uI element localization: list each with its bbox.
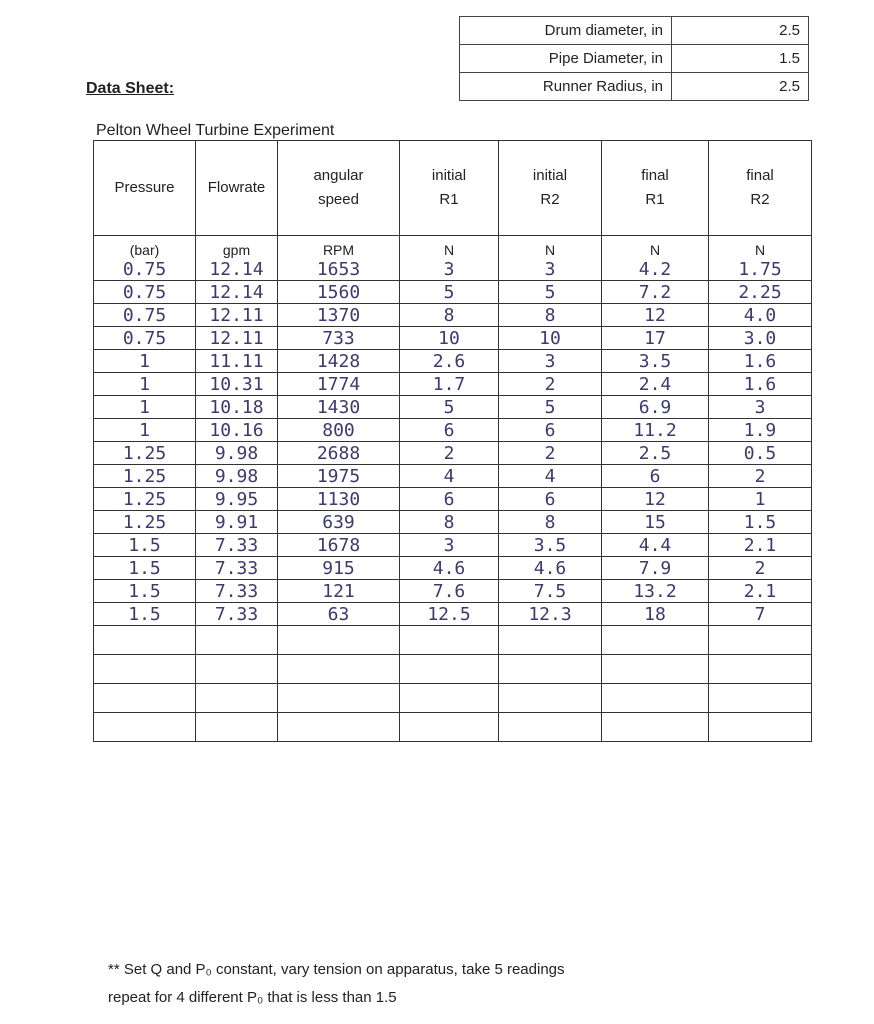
table-cell: 2.25	[709, 281, 812, 304]
table-cell: 4	[499, 465, 602, 488]
column-header-line: final	[746, 167, 774, 184]
data-table-body	[94, 141, 812, 742]
table-cell: 18	[602, 603, 709, 626]
table-cell: 7.2	[602, 281, 709, 304]
column-unit: (bar)	[94, 236, 196, 259]
table-cell: 1430	[278, 396, 400, 419]
table-cell: 10.31	[196, 373, 278, 396]
blank-row	[94, 684, 812, 713]
table-cell: 10.16	[196, 419, 278, 442]
table-cell: 2.1	[709, 580, 812, 603]
blank-cell	[602, 684, 709, 713]
table-cell: 9.91	[196, 511, 278, 534]
table-cell: 4.0	[709, 304, 812, 327]
table-cell: 1	[94, 373, 196, 396]
table-cell: 1.5	[94, 603, 196, 626]
column-unit: N	[400, 236, 499, 259]
table-cell: 7.5	[499, 580, 602, 603]
table-cell: 1130	[278, 488, 400, 511]
table-cell: 0.75	[94, 258, 196, 281]
column-header-line: initial	[431, 167, 467, 184]
table-cell: 3	[400, 258, 499, 281]
parameter-label: Drum diameter, in	[460, 17, 672, 45]
table-cell: 8	[400, 304, 499, 327]
table-cell: 1678	[278, 534, 400, 557]
parameter-row	[460, 73, 809, 101]
table-cell: 7.9	[602, 557, 709, 580]
blank-cell	[196, 684, 278, 713]
header-row	[94, 141, 812, 236]
blank-cell	[278, 684, 400, 713]
table-cell: 1.6	[709, 373, 812, 396]
blank-cell	[196, 655, 278, 684]
blank-cell	[499, 684, 602, 713]
table-cell: 6.9	[602, 396, 709, 419]
table-cell: 1.25	[94, 488, 196, 511]
table-cell: 6	[499, 419, 602, 442]
table-cell: 2	[709, 465, 812, 488]
table-cell: 1.6	[709, 350, 812, 373]
column-header	[196, 141, 278, 236]
blank-cell	[602, 655, 709, 684]
table-cell: 0.75	[94, 304, 196, 327]
column-header-line: R2	[540, 191, 560, 208]
column-header-line: speed	[318, 191, 359, 208]
blank-cell	[94, 655, 196, 684]
blank-row	[94, 626, 812, 655]
blank-row	[94, 713, 812, 742]
table-row	[94, 465, 812, 488]
column-header-line: Flowrate	[207, 179, 266, 196]
table-row	[94, 534, 812, 557]
units-row	[94, 236, 812, 259]
blank-cell	[196, 713, 278, 742]
table-cell: 3.0	[709, 327, 812, 350]
column-unit: N	[602, 236, 709, 259]
blank-cell	[94, 713, 196, 742]
table-row	[94, 350, 812, 373]
table-cell: 1.5	[94, 557, 196, 580]
table-cell: 6	[400, 419, 499, 442]
column-unit: N	[499, 236, 602, 259]
table-cell: 7.33	[196, 580, 278, 603]
column-header	[499, 141, 602, 236]
table-cell: 3	[499, 258, 602, 281]
table-row	[94, 442, 812, 465]
table-cell: 1.7	[400, 373, 499, 396]
column-header-line: initial	[532, 167, 568, 184]
parameter-value: 2.5	[672, 17, 809, 45]
table-row	[94, 281, 812, 304]
table-cell: 9.98	[196, 465, 278, 488]
table-cell: 10	[499, 327, 602, 350]
table-cell: 1370	[278, 304, 400, 327]
table-row	[94, 396, 812, 419]
table-cell: 2	[499, 442, 602, 465]
column-header	[709, 141, 812, 236]
table-row	[94, 304, 812, 327]
column-header-line: angular	[313, 167, 364, 184]
table-cell: 1.25	[94, 465, 196, 488]
table-cell: 4.2	[602, 258, 709, 281]
table-row	[94, 603, 812, 626]
table-cell: 2.1	[709, 534, 812, 557]
table-cell: 2	[709, 557, 812, 580]
table-cell: 2	[499, 373, 602, 396]
parameter-value: 1.5	[672, 45, 809, 73]
blank-cell	[278, 713, 400, 742]
table-row	[94, 327, 812, 350]
table-cell: 12.14	[196, 258, 278, 281]
table-cell: 12.3	[499, 603, 602, 626]
table-cell: 3.5	[602, 350, 709, 373]
blank-cell	[709, 684, 812, 713]
column-header	[602, 141, 709, 236]
table-cell: 0.75	[94, 281, 196, 304]
blank-cell	[709, 713, 812, 742]
parameter-label: Pipe Diameter, in	[460, 45, 672, 73]
blank-cell	[278, 655, 400, 684]
blank-cell	[400, 626, 499, 655]
table-cell: 12	[602, 488, 709, 511]
table-cell: 800	[278, 419, 400, 442]
table-cell: 12	[602, 304, 709, 327]
table-cell: 2	[400, 442, 499, 465]
table-cell: 1560	[278, 281, 400, 304]
table-cell: 1.75	[709, 258, 812, 281]
table-cell: 3	[709, 396, 812, 419]
table-cell: 1975	[278, 465, 400, 488]
table-cell: 1653	[278, 258, 400, 281]
column-header-line: Pressure	[114, 179, 175, 196]
blank-cell	[709, 626, 812, 655]
table-cell: 7.33	[196, 603, 278, 626]
table-cell: 13.2	[602, 580, 709, 603]
table-cell: 1.25	[94, 442, 196, 465]
blank-cell	[499, 626, 602, 655]
table-row	[94, 258, 812, 281]
table-cell: 12.11	[196, 304, 278, 327]
table-cell: 1.25	[94, 511, 196, 534]
instructions-note	[108, 956, 565, 1012]
table-cell: 3	[499, 350, 602, 373]
table-cell: 3.5	[499, 534, 602, 557]
table-cell: 639	[278, 511, 400, 534]
table-row	[94, 580, 812, 603]
table-cell: 6	[400, 488, 499, 511]
blank-row	[94, 655, 812, 684]
note-line-2: repeat for 4 different P₀ that is less than 1.5	[108, 989, 397, 1006]
table-cell: 5	[400, 396, 499, 419]
table-cell: 10	[400, 327, 499, 350]
blank-cell	[709, 655, 812, 684]
blank-cell	[94, 684, 196, 713]
blank-cell	[400, 684, 499, 713]
column-header-line: R2	[750, 191, 770, 208]
table-cell: 6	[499, 488, 602, 511]
table-row	[94, 488, 812, 511]
table-cell: 9.98	[196, 442, 278, 465]
table-cell: 5	[499, 396, 602, 419]
table-cell: 2.4	[602, 373, 709, 396]
table-cell: 1.5	[94, 580, 196, 603]
table-cell: 7.33	[196, 534, 278, 557]
parameter-label: Runner Radius, in	[460, 73, 672, 101]
table-cell: 15	[602, 511, 709, 534]
table-cell: 1	[709, 488, 812, 511]
note-line-1: ** Set Q and P₀ constant, vary tension on apparatus, take 5 readings	[108, 961, 565, 978]
table-cell: 17	[602, 327, 709, 350]
blank-cell	[602, 626, 709, 655]
blank-cell	[499, 713, 602, 742]
parameter-row	[460, 17, 809, 45]
column-unit: RPM	[278, 236, 400, 259]
table-cell: 2.5	[602, 442, 709, 465]
column-header	[278, 141, 400, 236]
parameters-table	[459, 16, 809, 101]
blank-cell	[278, 626, 400, 655]
table-cell: 12.11	[196, 327, 278, 350]
table-cell: 7.6	[400, 580, 499, 603]
table-cell: 733	[278, 327, 400, 350]
table-cell: 8	[400, 511, 499, 534]
table-cell: 7	[709, 603, 812, 626]
data-table	[93, 140, 812, 742]
table-cell: 1774	[278, 373, 400, 396]
blank-cell	[400, 713, 499, 742]
table-cell: 1	[94, 419, 196, 442]
table-cell: 4.6	[499, 557, 602, 580]
blank-cell	[499, 655, 602, 684]
column-header-line: R1	[439, 191, 459, 208]
table-cell: 6	[602, 465, 709, 488]
column-header	[400, 141, 499, 236]
blank-cell	[94, 626, 196, 655]
table-cell: 12.14	[196, 281, 278, 304]
parameter-value: 2.5	[672, 73, 809, 101]
blank-cell	[602, 713, 709, 742]
table-cell: 5	[499, 281, 602, 304]
table-cell: 63	[278, 603, 400, 626]
table-cell: 5	[400, 281, 499, 304]
table-cell: 1	[94, 396, 196, 419]
table-cell: 4	[400, 465, 499, 488]
table-cell: 11.2	[602, 419, 709, 442]
table-cell: 1	[94, 350, 196, 373]
column-header-line: R1	[645, 191, 665, 208]
table-row	[94, 557, 812, 580]
sheet-title: Data Sheet:	[86, 80, 175, 97]
table-cell: 9.95	[196, 488, 278, 511]
table-cell: 0.5	[709, 442, 812, 465]
column-unit: gpm	[196, 236, 278, 259]
table-cell: 121	[278, 580, 400, 603]
parameter-row	[460, 45, 809, 73]
table-cell: 2688	[278, 442, 400, 465]
table-cell: 1.5	[709, 511, 812, 534]
table-cell: 1428	[278, 350, 400, 373]
column-header-line: final	[641, 167, 669, 184]
table-cell: 12.5	[400, 603, 499, 626]
table-cell: 8	[499, 511, 602, 534]
table-cell: 4.4	[602, 534, 709, 557]
table-cell: 3	[400, 534, 499, 557]
table-cell: 1.9	[709, 419, 812, 442]
table-cell: 915	[278, 557, 400, 580]
table-cell: 4.6	[400, 557, 499, 580]
table-row	[94, 419, 812, 442]
blank-cell	[400, 655, 499, 684]
column-unit: N	[709, 236, 812, 259]
table-cell: 11.11	[196, 350, 278, 373]
column-header	[94, 141, 196, 236]
table-row	[94, 373, 812, 396]
table-cell: 0.75	[94, 327, 196, 350]
table-cell: 8	[499, 304, 602, 327]
table-cell: 2.6	[400, 350, 499, 373]
table-cell: 7.33	[196, 557, 278, 580]
blank-cell	[196, 626, 278, 655]
experiment-title: Pelton Wheel Turbine Experiment	[96, 122, 335, 139]
table-cell: 1.5	[94, 534, 196, 557]
table-row	[94, 511, 812, 534]
table-cell: 10.18	[196, 396, 278, 419]
